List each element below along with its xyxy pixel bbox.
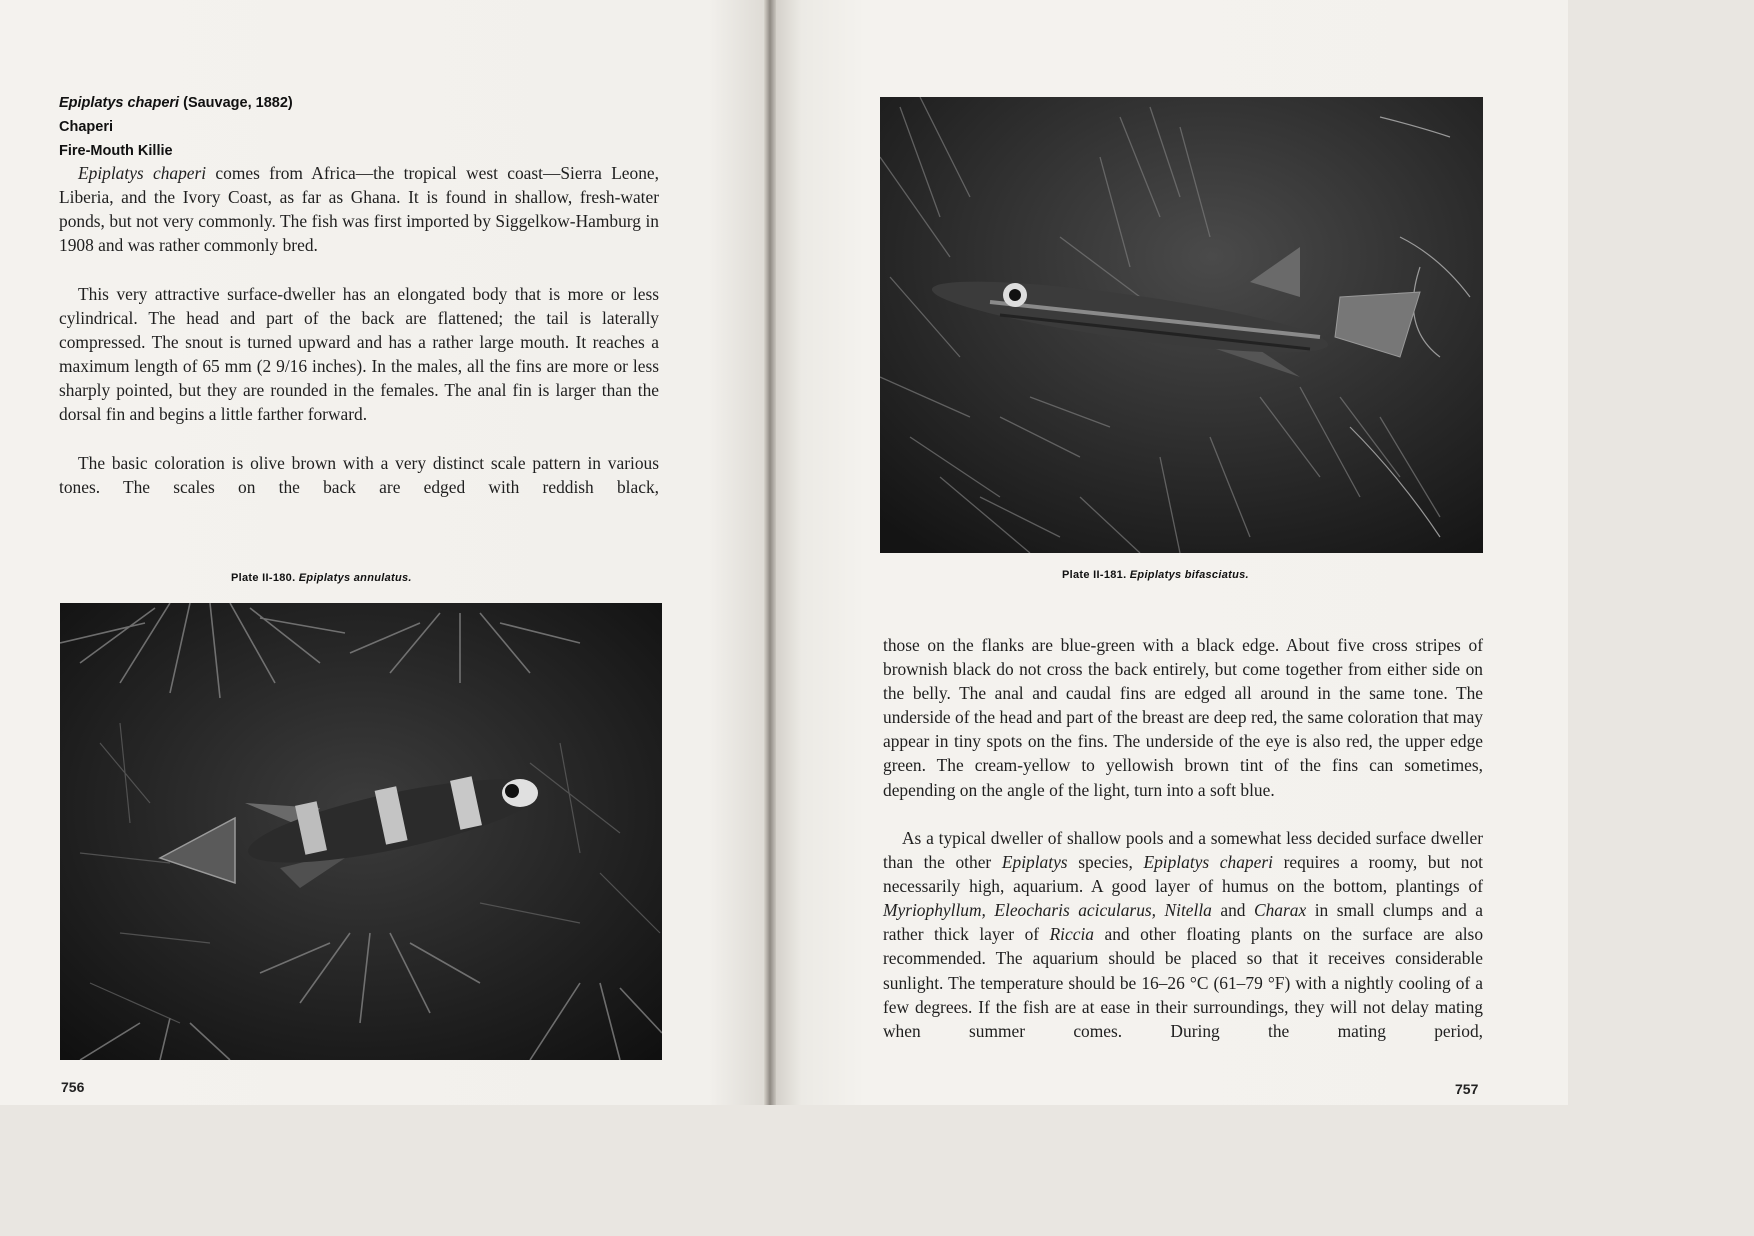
- body-paragraph: those on the flanks are blue-green with a black edge. About five cross stripes of brownish black do not cross the back entirely, but come together from either side on the belly. The anal and caudal fins are edged all around in the same tone. The underside of the head and part of the breast are deep red, the same coloration that may appear in tiny spots on the fins. The underside of the eye is also red, the upper edge green. The cream-yellow to yellowish brown tint of the fins can sometimes, depending on the angle of the light, turn into a soft blue.: [883, 635, 1483, 800]
- body-paragraph: The basic coloration is olive brown with a very distinct scale pattern in various tones. The scales on the back are edged with reddish black,: [59, 453, 659, 498]
- body-paragraph: This very attractive surface-dweller has an elongated body that is more or less cylindrical. The head and part of the back are flattened; the tail is laterally compressed. The snout is turned upward and has a rather large mouth. It reaches a maximum length of 65 mm (2 9/16 inches). In the males, all the fins are more or less sharply pointed, but they are rounded in the females. The anal fin is larger than the dorsal fin and begins a little farther forward.: [59, 284, 659, 425]
- plant-names-italic: Myriophyllum, Eleocharis acicularus, Nitella: [883, 900, 1212, 921]
- species-name-italic: Epiplatys chaperi: [78, 163, 207, 183]
- fish-photo-epiplatys-annulatus: [60, 603, 662, 1060]
- book-gutter: [764, 0, 776, 1105]
- paragraph-text: and other floating plants on the surface are also recommended. The aquarium should be placed so that it receives considerable sunlight. The temperature should be 16–26 °C (61–79 °F) with a nightly cooling of a few degrees. If the fish are at ease in their surroundings, they will not delay mating when summer comes. During the mating period,: [883, 924, 1484, 1041]
- common-name-1: Chaperi: [59, 119, 113, 135]
- plate-species: Epiplatys annulatus.: [298, 572, 412, 584]
- species-name-italic: Epiplatys chaperi: [1143, 852, 1273, 873]
- page-number: 757: [1455, 1081, 1479, 1097]
- plant-name-italic: Riccia: [1049, 924, 1094, 945]
- plate-label: Plate II-181.: [1062, 569, 1127, 581]
- body-paragraph: [883, 826, 1483, 1043]
- genus-italic: Epiplatys: [1001, 852, 1068, 873]
- paragraph-text: and: [1211, 900, 1254, 921]
- paragraph-text: As a typical dweller of shallow pools and a somewhat less decided surface dweller than the other: [883, 828, 1483, 873]
- species-heading: [59, 95, 293, 111]
- species-heading-name: Epiplatys chaperi: [59, 95, 180, 111]
- plate-caption: [1062, 569, 1249, 581]
- paragraph-text: comes from Africa—the tropical west coast—Sierra Leone, Liberia, and the Ivory Coast, as far as Ghana. It is found in shallow, fresh-water ponds, but not very commonly. The fish was first imported by Siggelkow-Hamburg in 1908 and was rather commonly bred.: [59, 163, 659, 256]
- body-paragraph: [59, 161, 659, 257]
- plate-caption: [231, 572, 412, 584]
- page-number: 756: [61, 1079, 85, 1095]
- species-heading-author: (Sauvage, 1882): [183, 95, 293, 111]
- common-name-2: Fire-Mouth Killie: [59, 143, 173, 159]
- plant-name-italic: Charax: [1254, 900, 1307, 921]
- paragraph-text: requires a roomy, but not necessarily high, aquarium. A good layer of humus on the bottom, plantings of: [883, 852, 1483, 897]
- fish-photo-epiplatys-bifasciatus: [880, 97, 1483, 553]
- paragraph-text: species,: [1067, 852, 1144, 873]
- plate-label: Plate II-180.: [231, 572, 296, 584]
- paragraph-text: in small clumps and a rather thick layer of: [883, 900, 1483, 945]
- plate-species: Epiplatys bifasciatus.: [1129, 569, 1249, 581]
